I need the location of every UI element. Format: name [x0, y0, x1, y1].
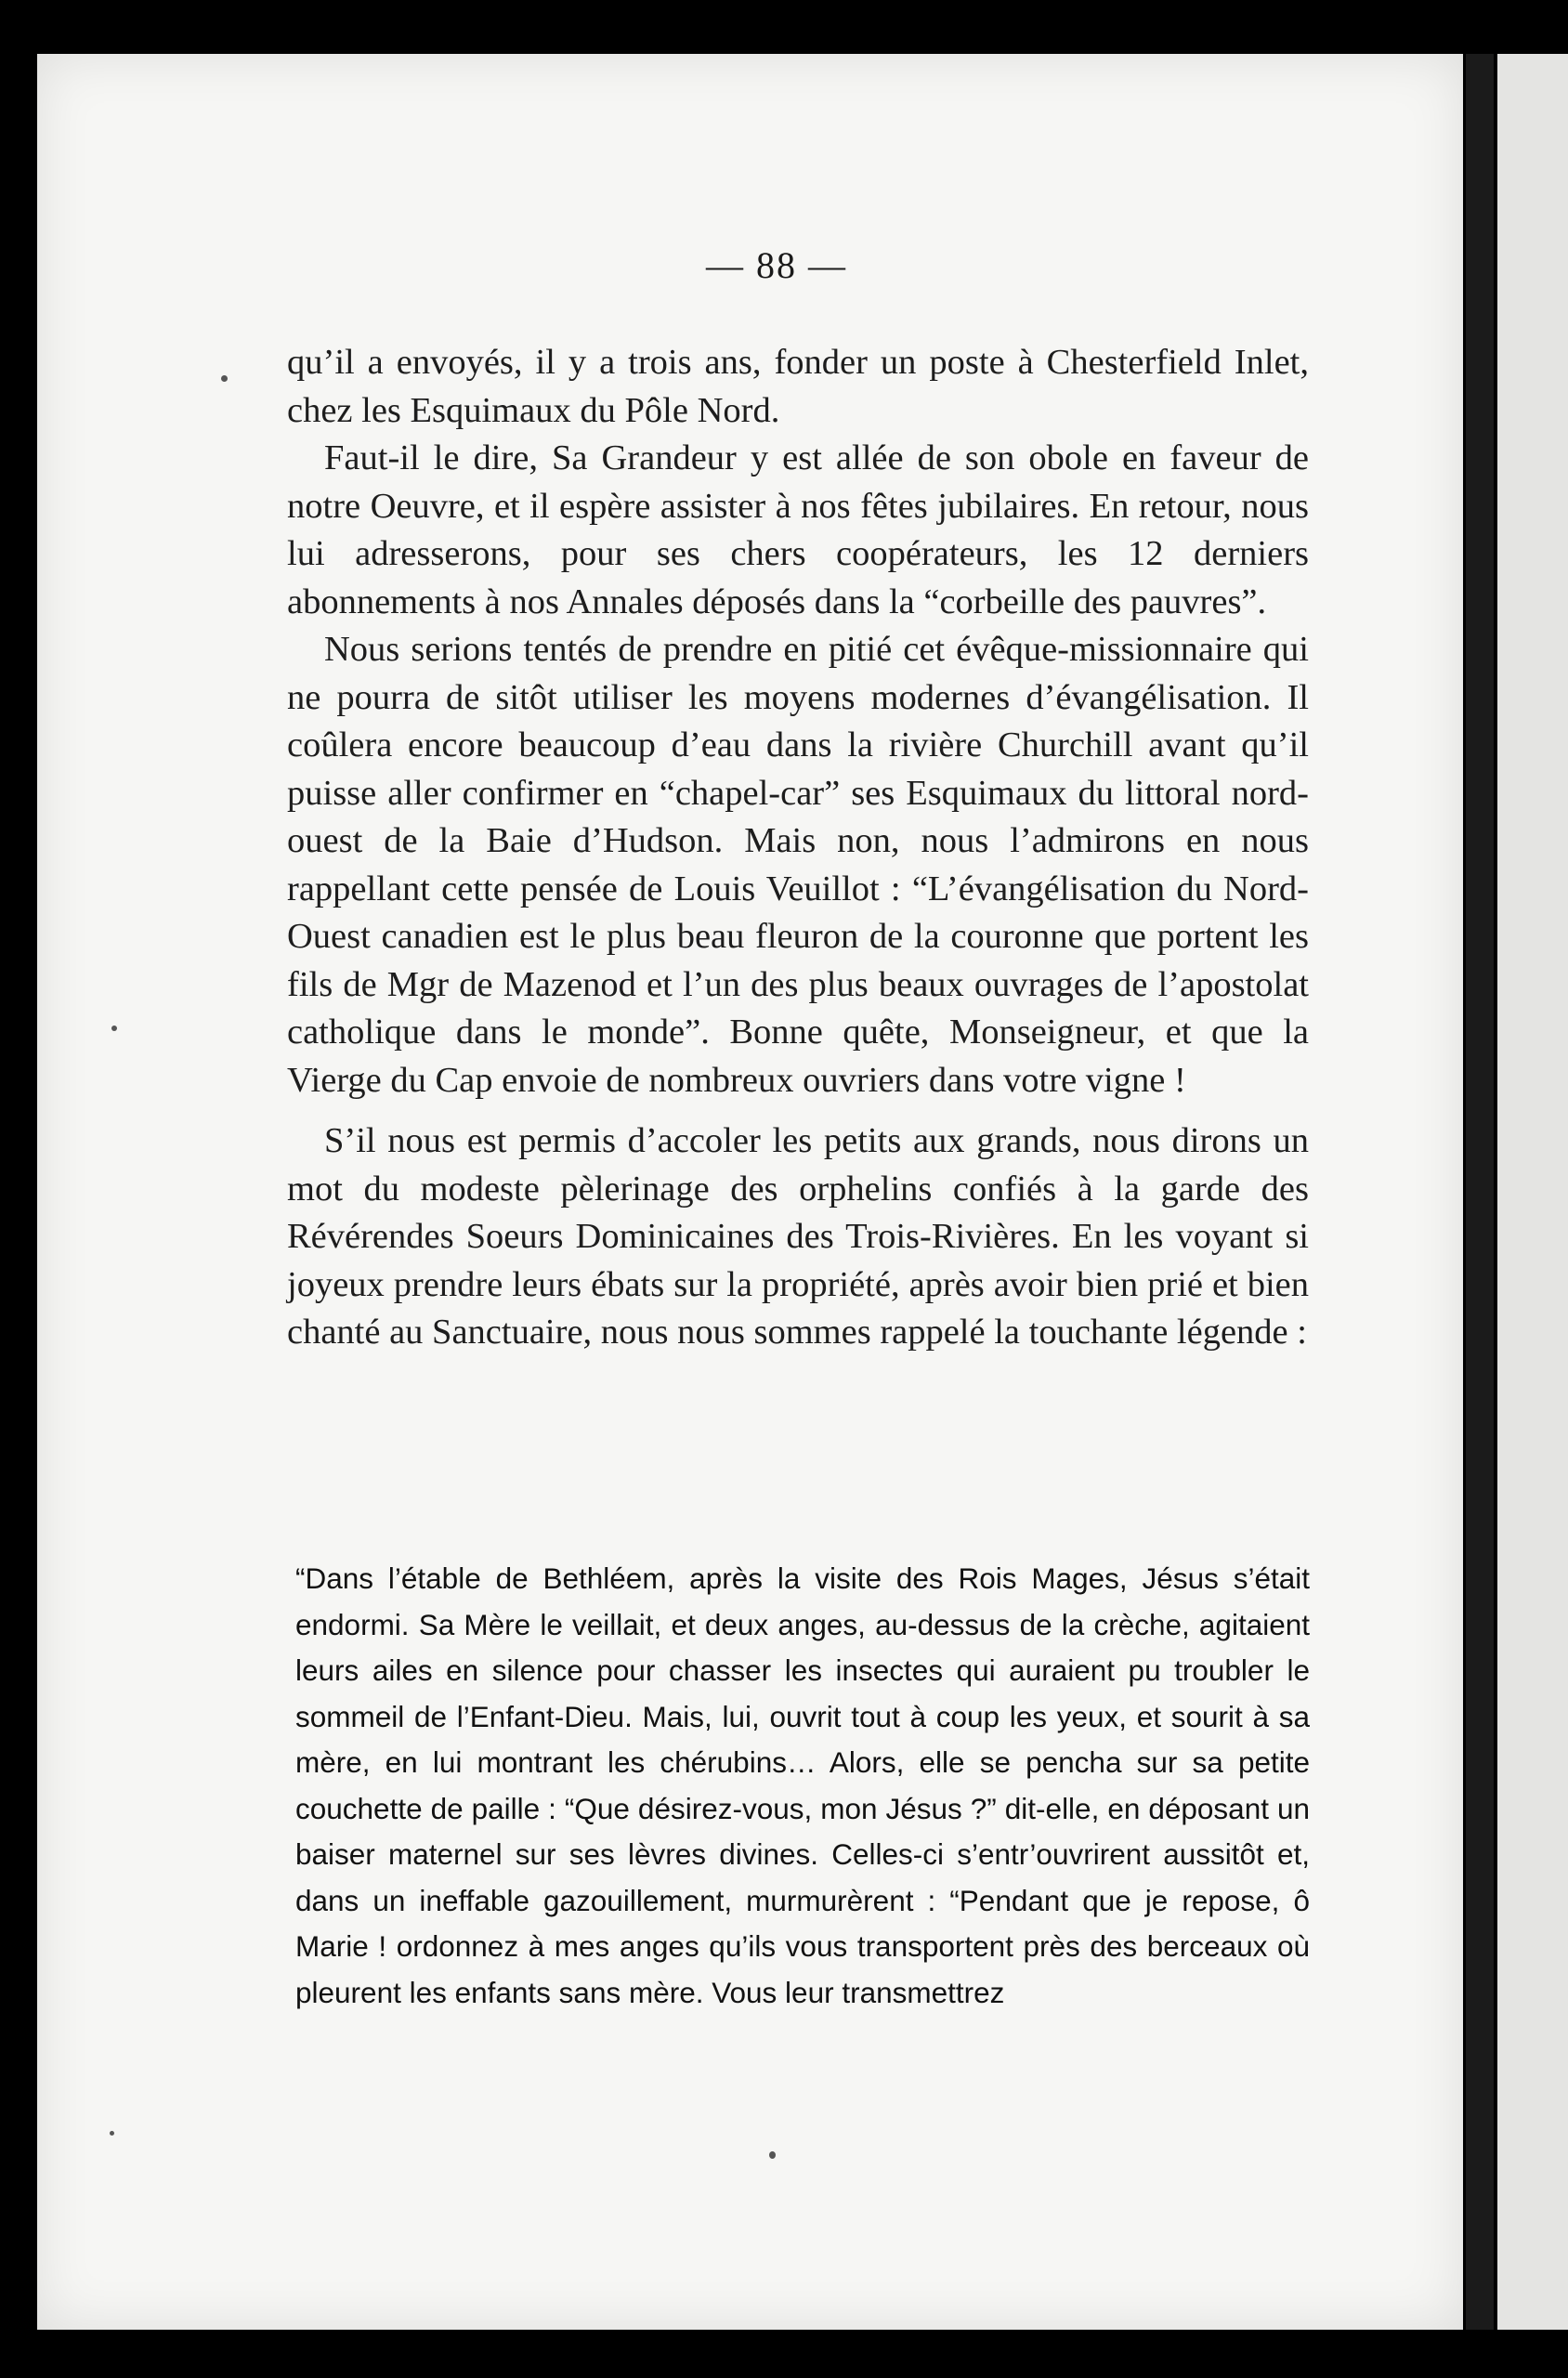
quote-text: “Dans l’étable de Bethléem, après la visite des Rois Mages, Jésus s’était endormi. Sa Mère le veillait, et deux anges, au-dessus de la crèche, agitaient leurs ailes en silence pour chasser les insectes qui auraient pu troubler le sommeil de l’Enfant-Dieu. Mais, lui, ouvrit tout à coup les yeux, et sourit à sa mère, en lui montrant les chérubins… Alors, elle se pencha sur sa petite couchette de paille : “Que désirez-vous, mon Jésus ?” dit-elle, en déposant un baiser maternel sur ses lèvres divines. Celles-ci s’entr’ouvrirent aussitôt et, dans un ineffable gazouillement, murmurèrent : “Pendant que je repose, ô Marie ! ordonnez à mes anges qu’ils vous transportent près des berceaux où pleurent les enfants sans mère. Vous leur transmettrez [295, 1561, 1310, 2009]
paragraph: Faut-il le dire, Sa Grandeur y est allée de son obole en faveur de notre Oeuvre, et il espère assister à nos fêtes jubilaires. En retour, nous lui adresserons, pour ses chers coopérateurs, les 12 derniers abonnements à nos Annales déposés dans la “corbeille des pauvres”. [287, 438, 1309, 621]
legend-quote [295, 1556, 1310, 2016]
page-number: — 88 — [706, 244, 847, 286]
facing-page [1497, 54, 1568, 2330]
facing-page-edge [1466, 54, 1494, 2330]
scan-speck [111, 1026, 117, 1031]
body-text [287, 339, 1309, 1357]
scan-speck [769, 2151, 776, 2159]
paragraph: S’il nous est permis d’accoler les petits aux grands, nous dirons un mot du modeste pèlerinage des orphelins confiés à la garde des Révérendes Soeurs Dominicaines des Trois-Rivières. En les voyant si joyeux prendre leurs ébats sur la propriété, après avoir bien prié et bien chanté au Sanctuaire, nous nous sommes rappelé la touchante légende : [287, 1121, 1309, 1352]
paragraph: qu’il a envoyés, il y a trois ans, fonder un poste à Chesterfield Inlet, chez les Esquimaux du Pôle Nord. [287, 343, 1309, 430]
scan-speck [221, 375, 228, 382]
scan-speck [110, 2131, 114, 2136]
paragraph: Nous serions tentés de prendre en pitié cet évêque-missionnaire qui ne pourra de sitôt utiliser les moyens modernes d’évangélisation. Il coûlera encore beaucoup d’eau dans la rivière Churchill avant qu’il puisse aller confirmer en “chapel-car” ses Esquimaux du littoral nord-ouest de la Baie d’Hudson. Mais non, nous l’admirons en nous rappellant cette pensée de Louis Veuillot : “L’évangélisation du Nord-Ouest canadien est le plus beau fleuron de la couronne que portent les fils de Mgr de Mazenod et l’un des plus beaux ouvrages de l’apostolat catholique dans le monde”. Bonne quête, Monseigneur, et que la Vierge du Cap envoie de nombreux ouvriers dans votre vigne ! [287, 630, 1309, 1100]
